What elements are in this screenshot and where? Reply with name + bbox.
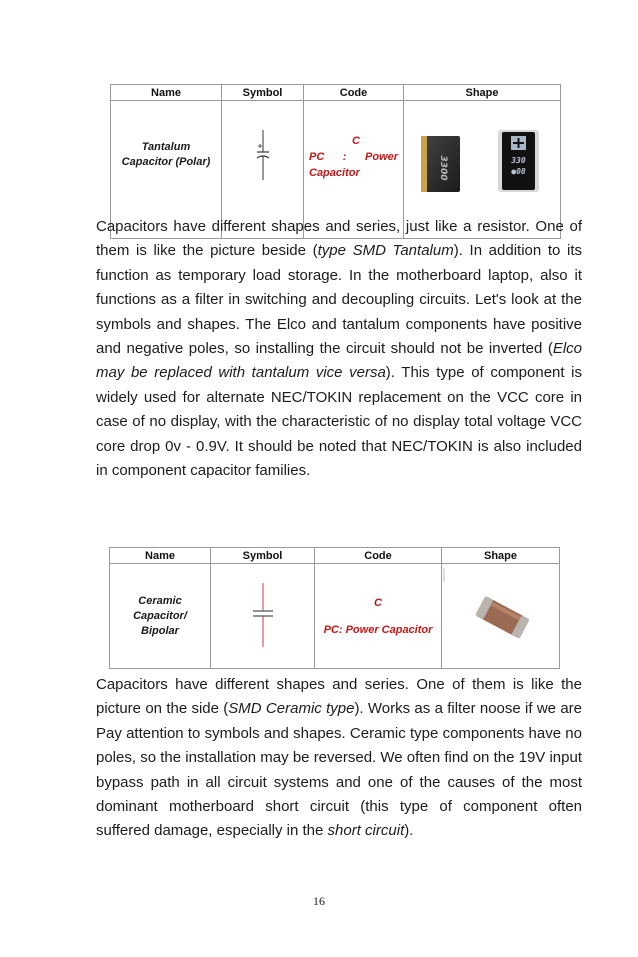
code-cell <box>315 564 442 669</box>
header-symbol: Symbol <box>211 548 315 564</box>
italic-text: SMD Ceramic type <box>228 700 355 718</box>
italic-text: Elco may be replaced with tantalum vice versa <box>96 340 582 382</box>
ceramic-component-table <box>109 547 560 669</box>
table-row <box>110 564 560 669</box>
text-segment: ). <box>404 822 414 840</box>
italic-text: type SMD Tantalum <box>317 242 454 260</box>
component-name-cell <box>110 564 211 669</box>
header-code: Code <box>304 85 404 101</box>
table-header-row <box>111 85 561 101</box>
symbol-cell <box>211 564 315 669</box>
shape-cell <box>442 564 560 669</box>
header-shape: Shape <box>404 85 561 101</box>
code-letter: C <box>374 596 382 609</box>
code-letter: C <box>352 134 360 147</box>
italic-text: short circuit <box>327 822 405 840</box>
header-shape: Shape <box>442 548 560 564</box>
text-segment: ). This type of component is widely used for alternate NEC/TOKIN replacement on the VCC core in case of no display, with the characteristic of no display total voltage VCC core drop 0v - 0.9V. It should be noted that NEC/TOKIN is also included in component capacitor families. <box>96 364 582 480</box>
component-name-line: Tantalum <box>141 140 191 153</box>
paragraph-tantalum <box>96 215 582 483</box>
code-full: PC: Power Capacitor <box>323 623 433 636</box>
text-segment: ). In addition to its function as temporary load storage. In the motherboard laptop, also it functions as a filter in switching and decoupling circuits. Let's look at the symbols and shapes. The Elco and tantalum components have positive and negative poles, so installing the circuit should not be inverted ( <box>96 242 583 358</box>
text-segment: Capacitors have different shapes and series, just like a resistor. One of them is like the picture beside ( <box>96 218 582 260</box>
page-number: 16 <box>313 894 325 908</box>
text-segment: ). Works as a filter noose if we are Pay attention to symbols and shapes. Ceramic type components have no poles, so the installation may be reversed. We often find on the 19V input bypass path in all circuit systems and one of the causes of the most dominant motherboard short circuit (this type of component often suffered damage, especially in the <box>96 700 582 840</box>
code-power: Power <box>364 150 398 163</box>
polar-capacitor-symbol-icon <box>253 130 273 180</box>
header-name: Name <box>110 548 211 564</box>
bipolar-capacitor-symbol-icon <box>248 583 278 647</box>
component-name-line: Bipolar <box>141 624 179 637</box>
table-header-row <box>110 548 560 564</box>
tantalum-capacitor-image <box>404 116 561 223</box>
code-colon: : <box>342 150 347 163</box>
component-name-line: Capacitor/ <box>133 609 187 622</box>
part-marking-2a: 330 <box>511 156 526 165</box>
text-segment: Capacitors have different shapes and series. One of them is like the picture on the side ( <box>96 676 582 718</box>
part-marking-2b: ●08 <box>511 167 526 176</box>
part-marking-1: 3300 <box>438 155 448 181</box>
code-pc: PC <box>309 150 325 163</box>
code-capacitor: Capacitor <box>309 166 360 179</box>
header-code: Code <box>315 548 442 564</box>
component-name-line: Capacitor (Polar) <box>121 155 211 168</box>
component-name-line: Ceramic <box>138 594 182 607</box>
paragraph-ceramic <box>96 673 582 844</box>
header-name: Name <box>111 85 222 101</box>
header-symbol: Symbol <box>222 85 304 101</box>
ceramic-capacitor-image <box>442 564 560 668</box>
